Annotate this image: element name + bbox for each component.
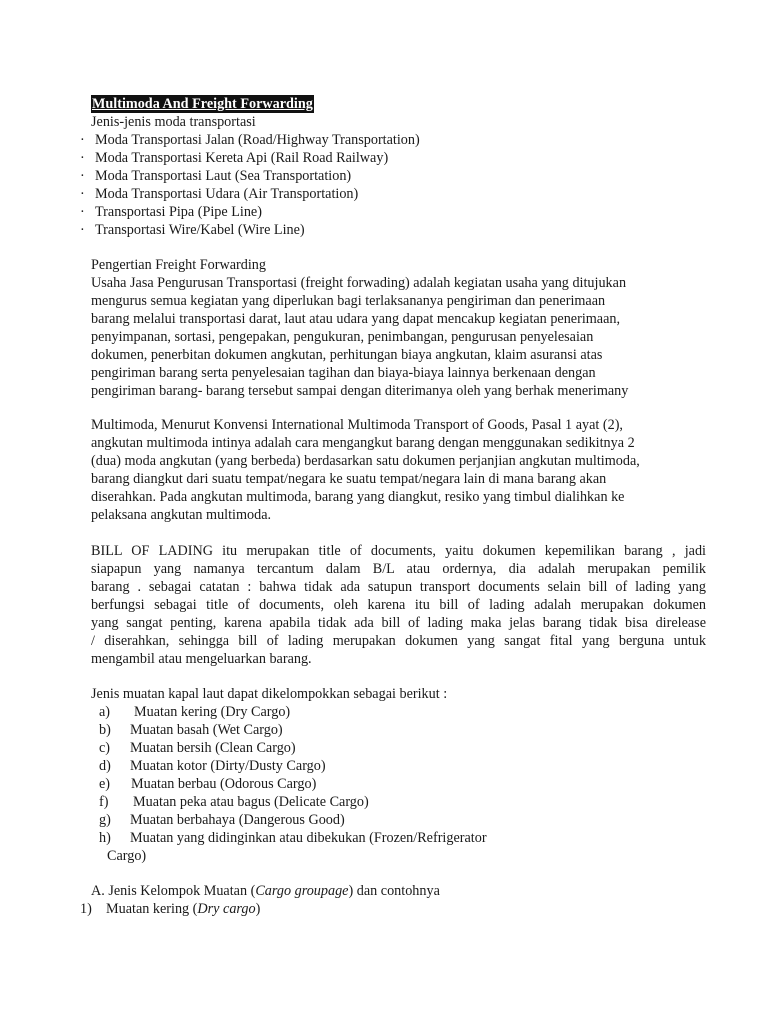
paragraph-line: barang melalui transportasi darat, laut atau udara yang dapat mencakup kegiatan penerimaan, [91,311,621,327]
muatan-heading: Jenis muatan kapal laut dapat dikelompokkan sebagai berikut : [91,686,448,702]
paragraph-line: yang sangat penting, karena apabila tidak ada bill of lading maka jelas barang tidak bisa direlease [91,615,706,631]
section-a-italic: Cargo groupage [255,883,349,899]
list-item: Transportasi Wire/Kabel (Wire Line) [95,222,305,238]
list-marker: a) [99,704,111,720]
paragraph-line: mengurus semua kegiatan yang diperlukan bagi terlaksananya pengiriman dan penerimaan [91,293,606,309]
list-item: Moda Transportasi Udara (Air Transportation) [95,186,359,202]
paragraph-line: pelaksana angkutan multimoda. [91,507,272,523]
paragraph-line: angkutan multimoda intinya adalah cara mengangkut barang dengan menggunakan sedikitnya 2 [91,435,635,451]
bullet-icon: · [80,204,85,220]
paragraph-line: siapapun yang namanya tercantum dalam B/L atau ordernya, dia adalah merupakan pemilik [91,561,706,577]
document-title: Multimoda And Freight Forwarding [92,96,313,112]
moda-heading: Jenis-jenis moda transportasi [91,114,256,130]
paragraph-line: pengiriman barang- barang tersebut sampai dengan diterimanya oleh yang berhak menerimany [91,383,629,399]
list-marker: g) [99,812,111,828]
paragraph-line: (dua) moda angkutan (yang berbeda) berdasarkan satu dokumen perjanjian angkutan multimoda, [91,453,640,469]
paragraph-line: penyimpanan, sortasi, pengepakan, pengukuran, penimbangan, pengurusan penyelesaian [91,329,594,345]
list-item: Muatan basah (Wet Cargo) [130,722,283,738]
list-item: Muatan bersih (Clean Cargo) [130,740,296,756]
section-a-suffix: ) dan contohnya [348,883,440,899]
list-item: Transportasi Pipa (Pipe Line) [95,204,262,220]
paragraph-line: / diserahkan, sehingga bill of lading merupakan dokumen yang sangat fital yang berguna untuk [91,633,706,649]
list-marker: b) [99,722,111,738]
bullet-icon: · [80,222,85,238]
bullet-icon: · [80,132,85,148]
list-item-continuation: Cargo) [107,848,147,864]
section-a-prefix: A. Jenis Kelompok Muatan ( [91,883,256,899]
item-1-prefix: Muatan kering ( [106,901,198,917]
list-marker: e) [99,776,111,792]
item-1-marker: 1) [80,901,92,917]
list-marker: f) [99,794,109,810]
paragraph-line: diserahkan. Pada angkutan multimoda, barang yang diangkut, resiko yang timbul dialihkan ke [91,489,625,505]
section-a-heading [91,882,440,900]
freight-heading: Pengertian Freight Forwarding [91,257,266,273]
paragraph-line: barang . sebagai catatan : bahwa tidak ada satupun transport documents selain bill of lading yang [91,579,706,595]
list-item: Muatan kotor (Dirty/Dusty Cargo) [130,758,326,774]
list-marker: h) [99,830,111,846]
list-item: Muatan peka atau bagus (Delicate Cargo) [133,794,369,810]
list-item: Moda Transportasi Kereta Api (Rail Road Railway) [95,150,389,166]
list-item: Muatan berbau (Odorous Cargo) [131,776,317,792]
paragraph-line: berfungsi sebagai title of documents, oleh karena itu bill of lading adalah merupakan dokumen [91,597,706,613]
list-marker: c) [99,740,111,756]
paragraph-line: mengambil atau mengeluarkan barang. [91,651,312,667]
list-item: Muatan yang didinginkan atau dibekukan (Frozen/Refrigerator [130,830,487,846]
list-item: Muatan kering (Dry Cargo) [134,704,291,720]
paragraph-line: pengiriman barang serta penyelesaian tagihan dan biaya-biaya lainnya berkenaan dengan [91,365,596,381]
paragraph-line: Multimoda, Menurut Konvensi International Multimoda Transport of Goods, Pasal 1 ayat (2), [91,417,623,433]
bullet-icon: · [80,186,85,202]
list-item: Moda Transportasi Jalan (Road/Highway Transportation) [95,132,420,148]
item-1-suffix: ) [255,901,261,917]
bullet-icon: · [80,168,85,184]
paragraph-line: dokumen, penerbitan dokumen angkutan, perhitungan biaya angkutan, klaim asuransi atas [91,347,603,363]
item-1-text [106,900,260,918]
bullet-icon: · [80,150,85,166]
list-item: Moda Transportasi Laut (Sea Transportation) [95,168,352,184]
paragraph-line: Usaha Jasa Pengurusan Transportasi (freight forwading) adalah kegiatan usaha yang ditujukan [91,275,627,291]
paragraph-line: barang diangkut dari suatu tempat/negara ke suatu tempat/negara lain di mana barang akan [91,471,607,487]
list-marker: d) [99,758,111,774]
list-item: Muatan berbahaya (Dangerous Good) [130,812,345,828]
item-1-italic: Dry cargo [197,901,256,917]
paragraph-line: BILL OF LADING itu merupakan title of documents, yaitu dokumen kepemilikan barang , jadi [91,543,706,559]
